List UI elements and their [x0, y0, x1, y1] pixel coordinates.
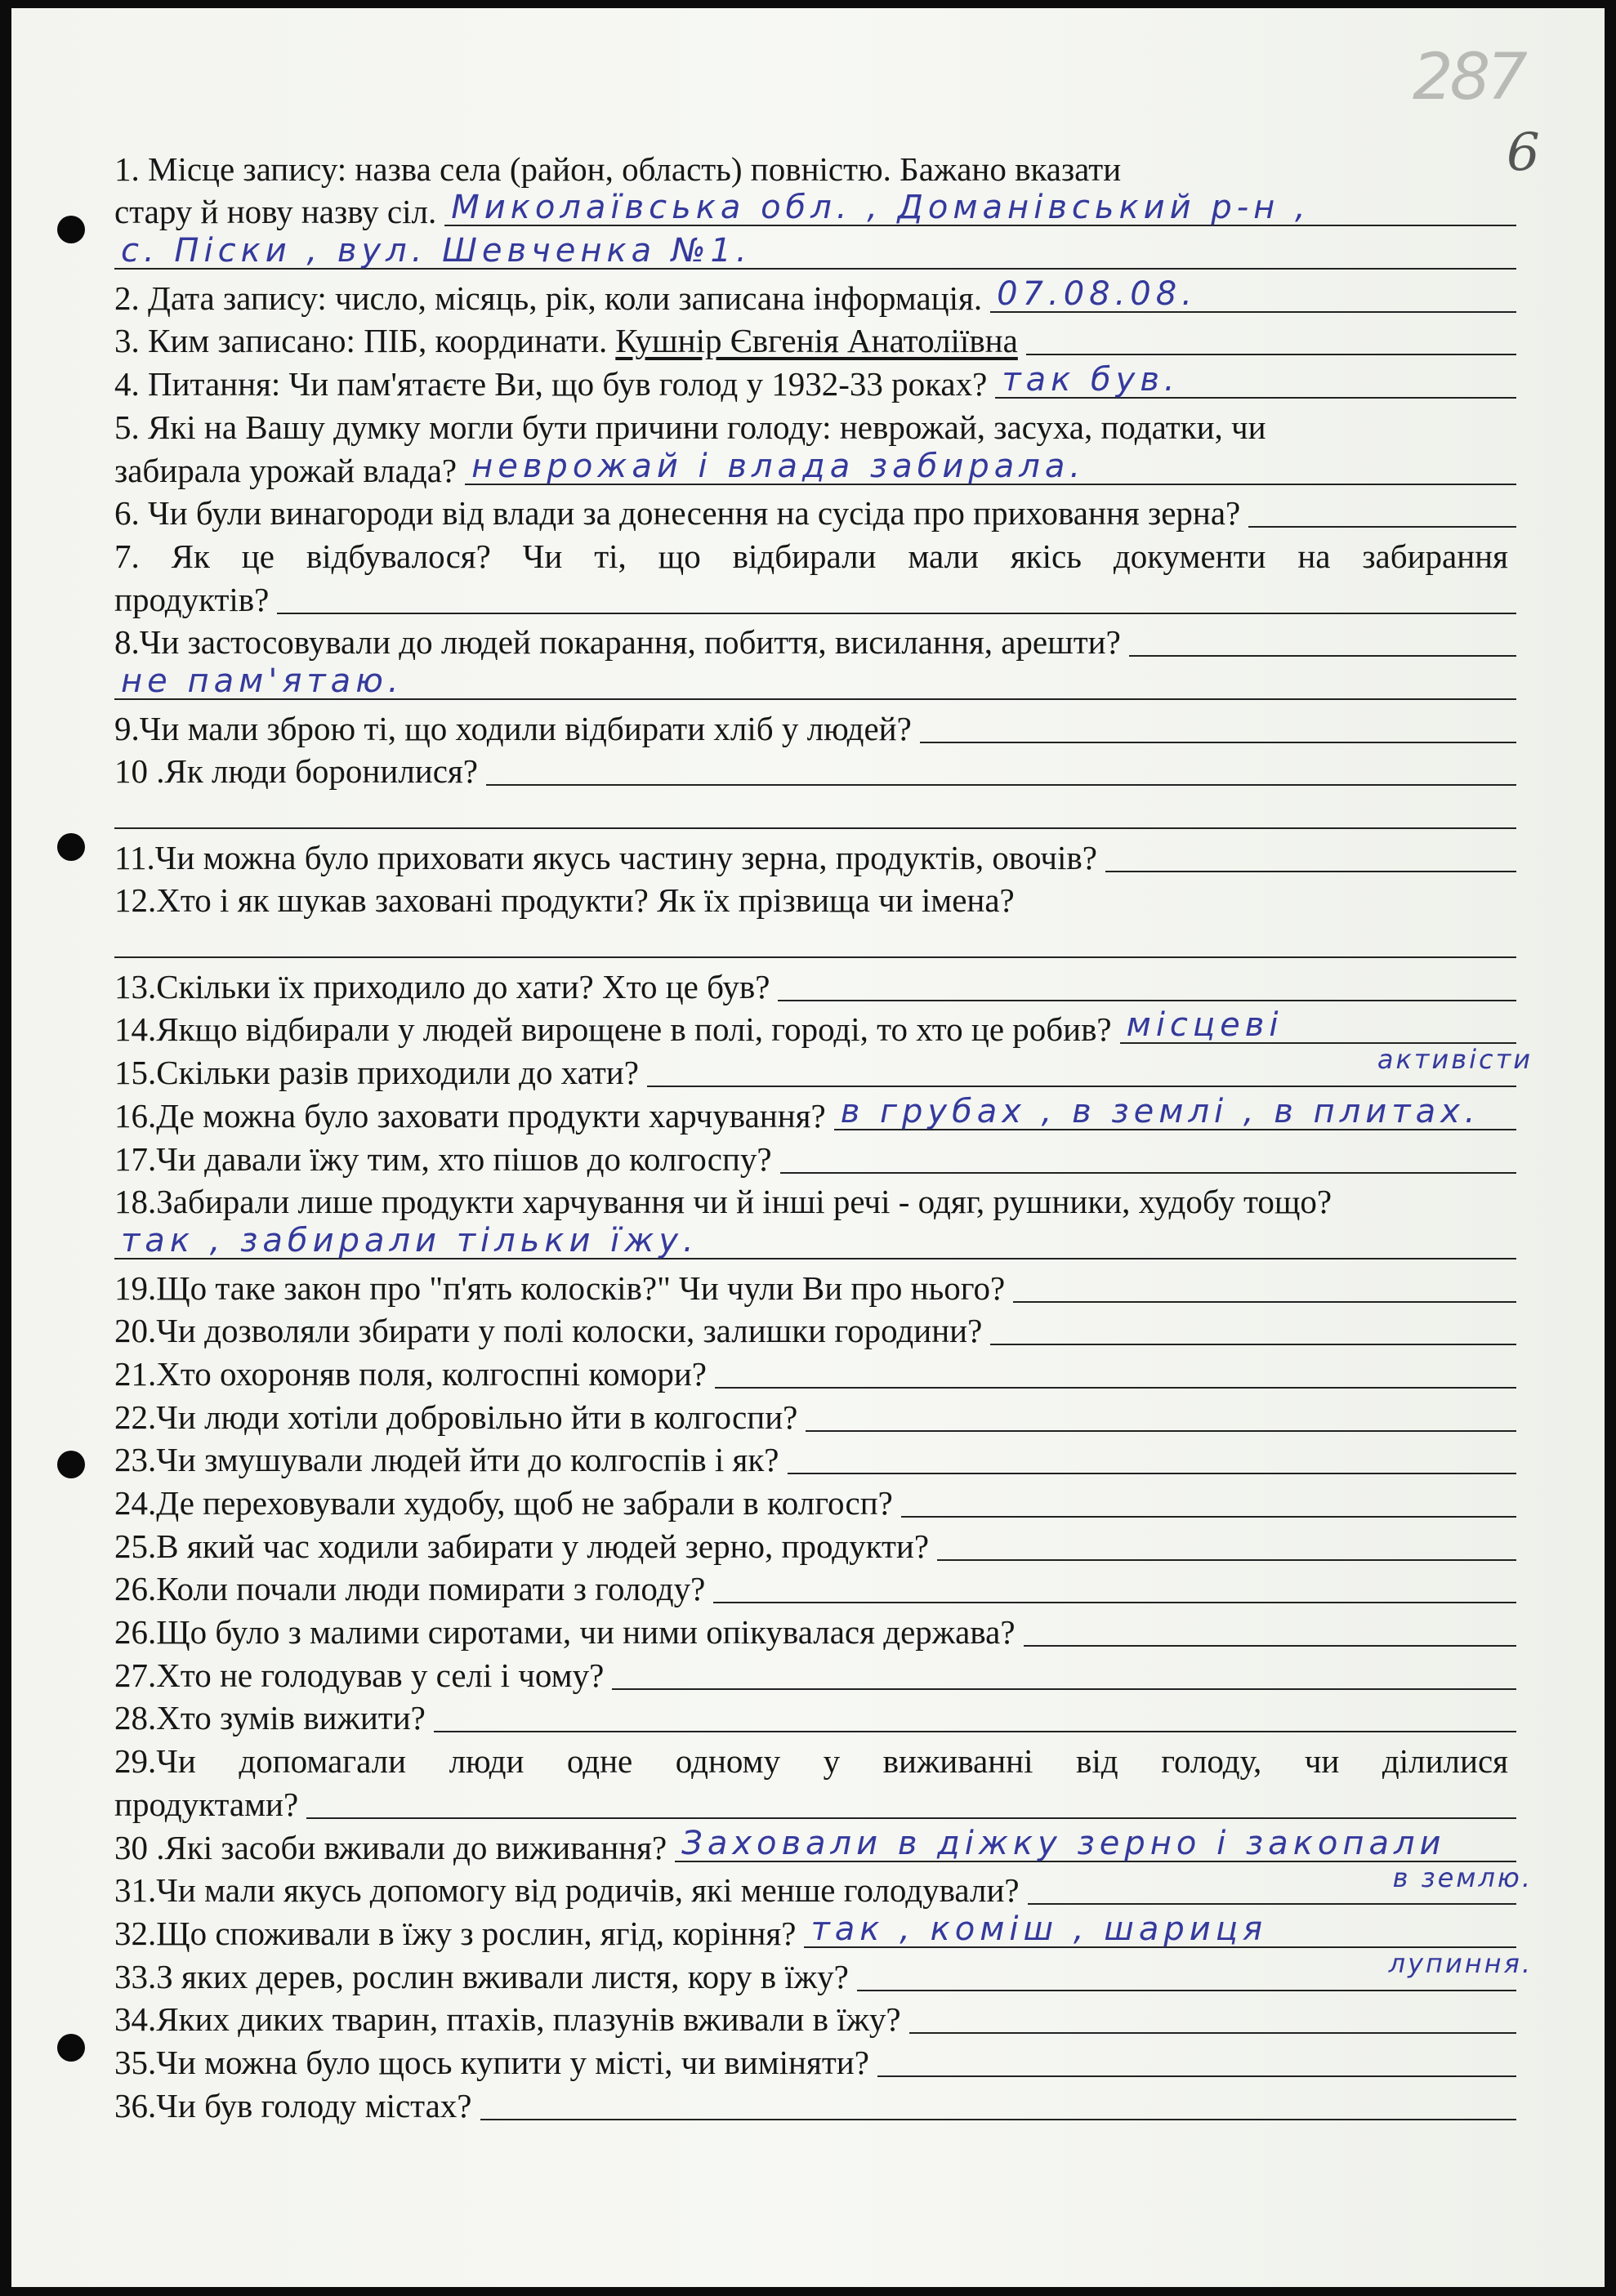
question-line — [114, 1090, 1516, 1134]
question-line — [114, 2080, 1516, 2124]
corner-mark: 6 — [1507, 123, 1540, 183]
question-text: 11.Чи можна було приховати якусь частину зерна, продуктів, овочів? — [114, 838, 1097, 876]
question-text: 13.Скільки їх приходило до хати? Хто це був? — [114, 967, 770, 1005]
question-line — [114, 789, 1516, 832]
handwritten-answer-continuation: активісти — [1377, 1044, 1533, 1076]
answer-field[interactable] — [612, 1657, 1516, 1690]
answer-field[interactable] — [465, 447, 1516, 485]
question-text: 36.Чи був голоду містах? — [114, 2086, 472, 2124]
question-text: 23.Чи змушували людей йти до колгоспів і як? — [114, 1441, 779, 1479]
question-line — [114, 747, 1516, 790]
question-line — [114, 703, 1516, 747]
question-text: 34.Яких диких тварин, птахів, плазунів вживали в їжу? — [114, 2000, 901, 2039]
punch-hole — [57, 216, 85, 243]
answer-field[interactable] — [114, 232, 1516, 270]
question-text: 15.Скільки разів приходили до хати? — [114, 1054, 639, 1092]
answer-field[interactable] — [990, 1313, 1516, 1345]
question-text: 19.Що таке закон про "п'ять колосків?" Чи чули Ви про нього? — [114, 1268, 1006, 1307]
question-text: 18.Забирали лише продукти харчування чи й інші речі - одяг, рушники, худобу тощо? — [114, 1183, 1333, 1221]
answer-field[interactable] — [306, 1786, 1516, 1819]
answer-field[interactable] — [1026, 323, 1516, 355]
answer-field[interactable] — [715, 1356, 1516, 1389]
question-line — [114, 273, 1516, 316]
question-text: 32.Що споживали в їжу з рослин, ягід, коріння? — [114, 1914, 797, 1952]
answer-field[interactable] — [1129, 624, 1516, 657]
question-line — [114, 961, 1516, 1005]
answer-field[interactable] — [1024, 1614, 1516, 1647]
handwritten-answer: в грубах , в землі , в плитах. — [840, 1092, 1480, 1130]
question-text: 12.Хто і як шукав заховані продукти? Як їх прізвища чи імена? — [114, 881, 1015, 920]
question-line — [114, 617, 1516, 661]
answer-field[interactable] — [1120, 1006, 1533, 1076]
question-text: 6. Чи були винагороди від влади за донесення на сусіда про приховання зерна? — [114, 494, 1241, 533]
question-text: 9.Чи мали зброю ті, що ходили відбирати хліб у людей? — [114, 709, 912, 747]
question-text: 29.Чи допомагали люди одне одному у виживанні від голоду, чи ділилися — [114, 1742, 1508, 1781]
answer-field[interactable] — [277, 582, 1516, 614]
punch-hole — [57, 1451, 85, 1478]
question-text: 16.Де можна було заховати продукти харчування? — [114, 1096, 826, 1135]
handwritten-answer: так , коміш , шариця — [810, 1910, 1268, 1948]
question-line — [114, 1564, 1516, 1607]
question-text: продуктами? — [114, 1785, 299, 1823]
question-line — [114, 1263, 1516, 1306]
answer-field[interactable] — [806, 1399, 1516, 1432]
answer-field[interactable] — [114, 925, 1516, 958]
question-text: 8.Чи застосовували до людей покарання, побиття, висилання, арешти? — [114, 623, 1121, 662]
question-text: 3. Ким записано: ПІБ, координати. — [114, 322, 608, 360]
handwritten-answer: не пам'ятаю. — [121, 662, 404, 700]
question-line — [114, 187, 1516, 230]
answer-field[interactable] — [780, 1141, 1516, 1174]
question-line — [114, 1435, 1516, 1478]
question-line — [114, 2037, 1516, 2080]
question-line — [114, 1607, 1516, 1650]
question-text: 25.В який час ходили забирати у людей зерно, продукти? — [114, 1527, 930, 1565]
handwritten-answer: неврожай і влада забирала. — [471, 447, 1086, 485]
question-line — [114, 488, 1516, 532]
question-text: 30 .Які засоби вживали до виживання? — [114, 1828, 667, 1866]
question-text: 24.Де переховували худобу, щоб не забрали в колгосп? — [114, 1484, 893, 1522]
question-line — [114, 1866, 1516, 1909]
punch-hole — [57, 833, 85, 861]
question-line — [114, 918, 1516, 961]
answer-field[interactable] — [1013, 1270, 1516, 1303]
answer-field[interactable] — [434, 1700, 1516, 1732]
question-line — [114, 1521, 1516, 1564]
question-text: забирала урожай влада? — [114, 451, 458, 489]
handwritten-answer: так , забирали тільки їжу. — [121, 1221, 699, 1259]
handwritten-answer: с. Піски , вул. Шевченка №1. — [121, 232, 752, 270]
answer-field[interactable] — [909, 2001, 1516, 2034]
question-line — [114, 531, 1516, 574]
question-line — [114, 1047, 1516, 1090]
question-line — [114, 1995, 1516, 2038]
question-line — [114, 1306, 1516, 1349]
question-text: 22.Чи люди хотіли добровільно йти в колгоспи? — [114, 1398, 798, 1436]
question-text: 20.Чи дозволяли збирати у полі колоски, залишки городини? — [114, 1312, 983, 1350]
answer-field[interactable] — [444, 189, 1516, 227]
answer-field[interactable] — [877, 2044, 1516, 2077]
answer-field[interactable] — [937, 1528, 1516, 1561]
question-text: 17.Чи давали їжу тим, хто пішов до колгоспу? — [114, 1139, 772, 1178]
handwritten-answer: Миколаївська обл. , Доманівський р-н , — [451, 189, 1310, 227]
question-text: 28.Хто зумів вижити? — [114, 1699, 426, 1737]
answer-field[interactable] — [901, 1485, 1516, 1518]
question-text: 35.Чи можна було щось купити у місті, чи виміняти? — [114, 2043, 869, 2081]
question-text: 10 .Як люди боронилися? — [114, 752, 478, 791]
question-text: 5. Які на Вашу думку могли бути причини голоду: неврожай, засуха, податки, чи — [114, 408, 1266, 446]
question-text: 1. Місце запису: назва села (район, область) повністю. Бажано вказати — [114, 149, 1122, 188]
handwritten-answer-continuation: лупиння. — [1388, 1947, 1533, 1979]
question-text: 14.Якщо відбирали у людей вирощене в полі, городі, то хто це робив? — [114, 1010, 1112, 1049]
questionnaire-page — [11, 8, 1605, 2287]
question-line — [114, 1177, 1516, 1220]
handwritten-page-number: 287 — [1413, 41, 1524, 114]
handwritten-answer: Заховали в діжку зерно і закопали — [681, 1824, 1446, 1862]
question-line — [114, 1219, 1516, 1263]
question-line — [114, 316, 1516, 359]
answer-field[interactable] — [114, 1221, 1516, 1259]
question-text: 21.Хто охороняв поля, колгоспні комори? — [114, 1354, 707, 1393]
question-line — [114, 832, 1516, 876]
question-line — [114, 1134, 1516, 1177]
question-line — [114, 144, 1516, 187]
question-line — [114, 1736, 1516, 1779]
question-line — [114, 1478, 1516, 1521]
question-text: стару й нову назву сіл. — [114, 193, 437, 231]
question-line — [114, 359, 1516, 402]
answer-field[interactable] — [1248, 495, 1516, 528]
answer-field[interactable] — [995, 361, 1516, 399]
question-line — [114, 1951, 1516, 1995]
handwritten-answer: 07.08.08. — [997, 274, 1197, 313]
punch-hole — [57, 2034, 85, 2062]
question-line — [114, 876, 1516, 919]
answer-field[interactable] — [834, 1092, 1516, 1130]
answer-field[interactable] — [920, 711, 1516, 743]
question-text: 4. Питання: Чи пам'ятаєте Ви, що був голод у 1932-33 роках? — [114, 365, 988, 403]
answer-field[interactable] — [114, 662, 1516, 700]
handwritten-answer: місцеві — [1126, 1006, 1283, 1045]
question-line — [114, 1693, 1516, 1736]
handwritten-answer-continuation: в землю. — [1392, 1861, 1533, 1893]
answer-field[interactable] — [486, 753, 1516, 786]
question-line — [114, 1779, 1516, 1822]
question-line — [114, 1650, 1516, 1693]
question-text: продуктів? — [114, 580, 270, 618]
question-text: 7. Як це відбувалося? Чи ті, що відбирали мали якісь документи на забирання — [114, 537, 1508, 575]
answer-field[interactable] — [713, 1571, 1516, 1603]
question-text: 27.Хто не голодував у селі і чому? — [114, 1656, 605, 1694]
answer-field[interactable] — [675, 1824, 1533, 1893]
question-list — [114, 144, 1533, 2124]
question-line — [114, 230, 1516, 273]
question-line — [114, 402, 1516, 445]
answer-field[interactable] — [778, 969, 1516, 1001]
answer-field[interactable] — [990, 274, 1516, 313]
question-text: 33.З яких дерев, рослин вживали листя, кору в їжу? — [114, 1957, 849, 1995]
question-line — [114, 660, 1516, 703]
question-text: 26.Що було з малими сиротами, чи ними опікувалася держава? — [114, 1613, 1016, 1652]
answer-field[interactable] — [788, 1442, 1517, 1474]
question-text: 31.Чи мали якусь допомогу від родичів, які менше голодували? — [114, 1871, 1020, 1910]
question-line — [114, 1392, 1516, 1435]
question-line — [114, 445, 1516, 488]
question-line — [114, 1349, 1516, 1392]
answer-field[interactable] — [114, 796, 1516, 829]
typed-answer: Кушнір Євгенія Анатоліївна — [615, 322, 1018, 360]
question-line — [114, 574, 1516, 617]
handwritten-answer: так був. — [1002, 361, 1180, 399]
answer-field[interactable] — [480, 2088, 1517, 2120]
answer-field[interactable] — [804, 1910, 1533, 1979]
question-text: 2. Дата запису: число, місяць, рік, коли записана інформація. — [114, 279, 983, 317]
answer-field[interactable] — [1105, 840, 1516, 872]
question-text: 26.Коли почали люди помирати з голоду? — [114, 1570, 706, 1608]
